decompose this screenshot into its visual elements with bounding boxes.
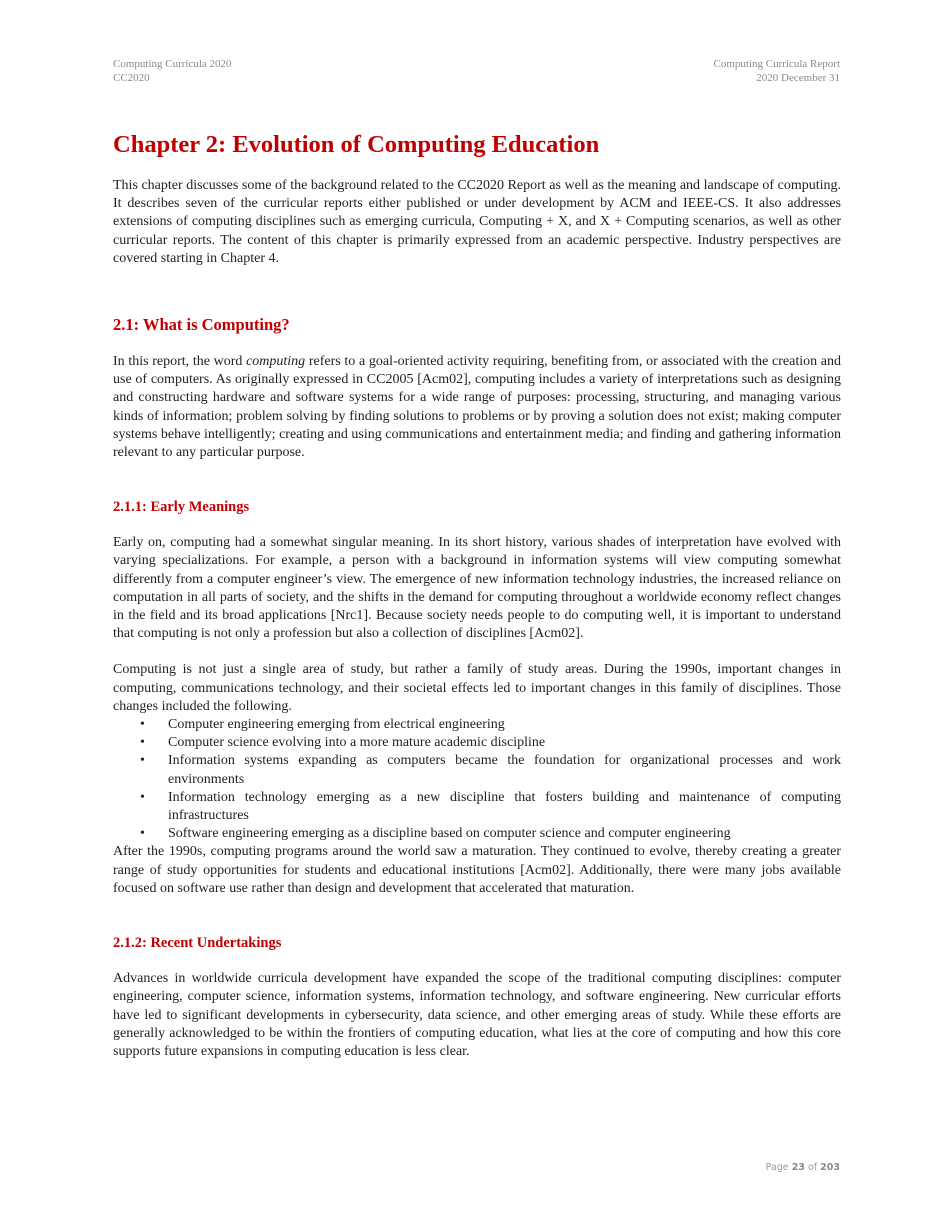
bullet-icon: •: [140, 735, 145, 751]
section-2-1-2-paragraph-1: Advances in worldwide curricula development have expanded the scope of the traditional computing disciplines: computer engineering, computer science, information systems, information technology, and software engineering. New curricular efforts have led to significant developments in cybersecurity, data science, and other emerging areas of study. While these efforts are generally acknowledged to be within the frontiers of computing education, what lies at the core of computing and how this core supports future expansions in computing education is less clear.: [113, 971, 841, 1059]
section-heading-2-1-2: 2.1.2: Recent Undertakings: [113, 935, 282, 952]
section-heading-2-1-1: 2.1.1: Early Meanings: [113, 499, 250, 516]
chapter-title: Chapter 2: Evolution of Computing Education: [113, 131, 600, 158]
list-item: [113, 734, 841, 752]
list-item: [113, 789, 841, 825]
bullet-icon: •: [140, 826, 145, 842]
list-item-text: Information systems expanding as computers became the foundation for organizational processes and work environments: [168, 753, 841, 787]
list-item-text: Software engineering emerging as a discipline based on computer science and computer engineering: [168, 826, 731, 842]
section-2-1-paragraph: [113, 353, 841, 462]
section-2-1-1-paragraph-1: Early on, computing had a somewhat singular meaning. In its short history, various shades of interpretation have evolved with varying specializations. For example, a person with a background in information systems will view computing somewhat differently from a computer engineer’s view. The emergence of new information technology industries, the increased reliance on computation in all parts of society, and the shifts in the demand for computing throughout a worldwide economy reflect changes in the field and its broad applications [Nrc1]. Because society needs people to do computing well, it is important to understand that computing is not only a profession but also a collection of disciplines [Acm02].: [113, 535, 841, 642]
list-item-text: Information technology emerging as a new discipline that fosters building and maintenance of computing infrastructures: [168, 789, 841, 824]
running-header-left: [113, 57, 232, 85]
page-footer: [766, 1162, 840, 1173]
header-report-name: Computing Curricula Report: [713, 58, 840, 70]
list-item: [113, 716, 841, 734]
list-item-text: Computer science evolving into a more mature academic discipline: [168, 735, 546, 751]
section-heading-2-1: 2.1: What is Computing?: [113, 315, 290, 335]
section-2-1-1-paragraph-2: Computing is not just a single area of study, but rather a family of study areas. During the 1990s, important changes in computing, communications technology, and their societal effects led to important changes in this family of disciplines. Those changes included the following.: [113, 662, 841, 714]
header-doc-code: CC2020: [113, 72, 150, 84]
italic-term: computing: [246, 354, 306, 370]
bullet-icon: •: [140, 717, 145, 733]
list-item-text: Computer engineering emerging from electrical engineering: [168, 717, 505, 733]
bullet-icon: •: [140, 789, 145, 805]
running-header-right: [714, 57, 840, 85]
chapter-intro-paragraph: This chapter discusses some of the background related to the CC2020 Report as well as the meaning and landscape of computing. It describes seven of the curricular reports either published or under development by ACM and IEEE-CS. It also addresses extensions of computing disciplines such as emerging curricula, Computing + X, and X + Computing scenarios, as well as other curricular reports. The content of this chapter is primarily expressed from an academic perspective. Industry perspectives are covered starting in Chapter 4.: [113, 178, 841, 266]
header-doc-title: Computing Curricula 2020: [113, 58, 232, 70]
header-report-date: 2020 December 31: [756, 72, 840, 84]
text-run: refers to a goal-oriented activity requiring, benefiting from, or associated with the creation and use of computers. As originally expressed in CC2005 [Acm02], computing includes a variety of interpretations such as designing and constructing hardware and software systems for a wide range of purposes: processing, structuring, and managing various kinds of information; problem solving by finding solutions to problems or by proving a solution does not exist; making computer systems behave intelligently; creating and using communications and entertainment media; and finding and gathering information relevant to any particular purpose.: [113, 354, 841, 461]
page-number: 23: [791, 1162, 805, 1173]
section-2-1-1-paragraph-3: After the 1990s, computing programs around the world saw a maturation. They continued to evolve, thereby creating a greater range of study opportunities for students and educational institutions [Acm02]. Additionally, there were many jobs available focused on software use rather than design and development that accelerated that maturation.: [113, 844, 841, 896]
text-run: In this report, the word: [113, 354, 247, 370]
list-item: [113, 825, 841, 843]
page-body: [113, 130, 841, 1061]
of-label: of: [807, 1162, 818, 1173]
bullet-list: [113, 716, 841, 843]
page-label: Page: [765, 1162, 789, 1173]
list-item: [113, 752, 841, 788]
page-total: 203: [820, 1162, 840, 1173]
bullet-icon: •: [140, 753, 145, 769]
